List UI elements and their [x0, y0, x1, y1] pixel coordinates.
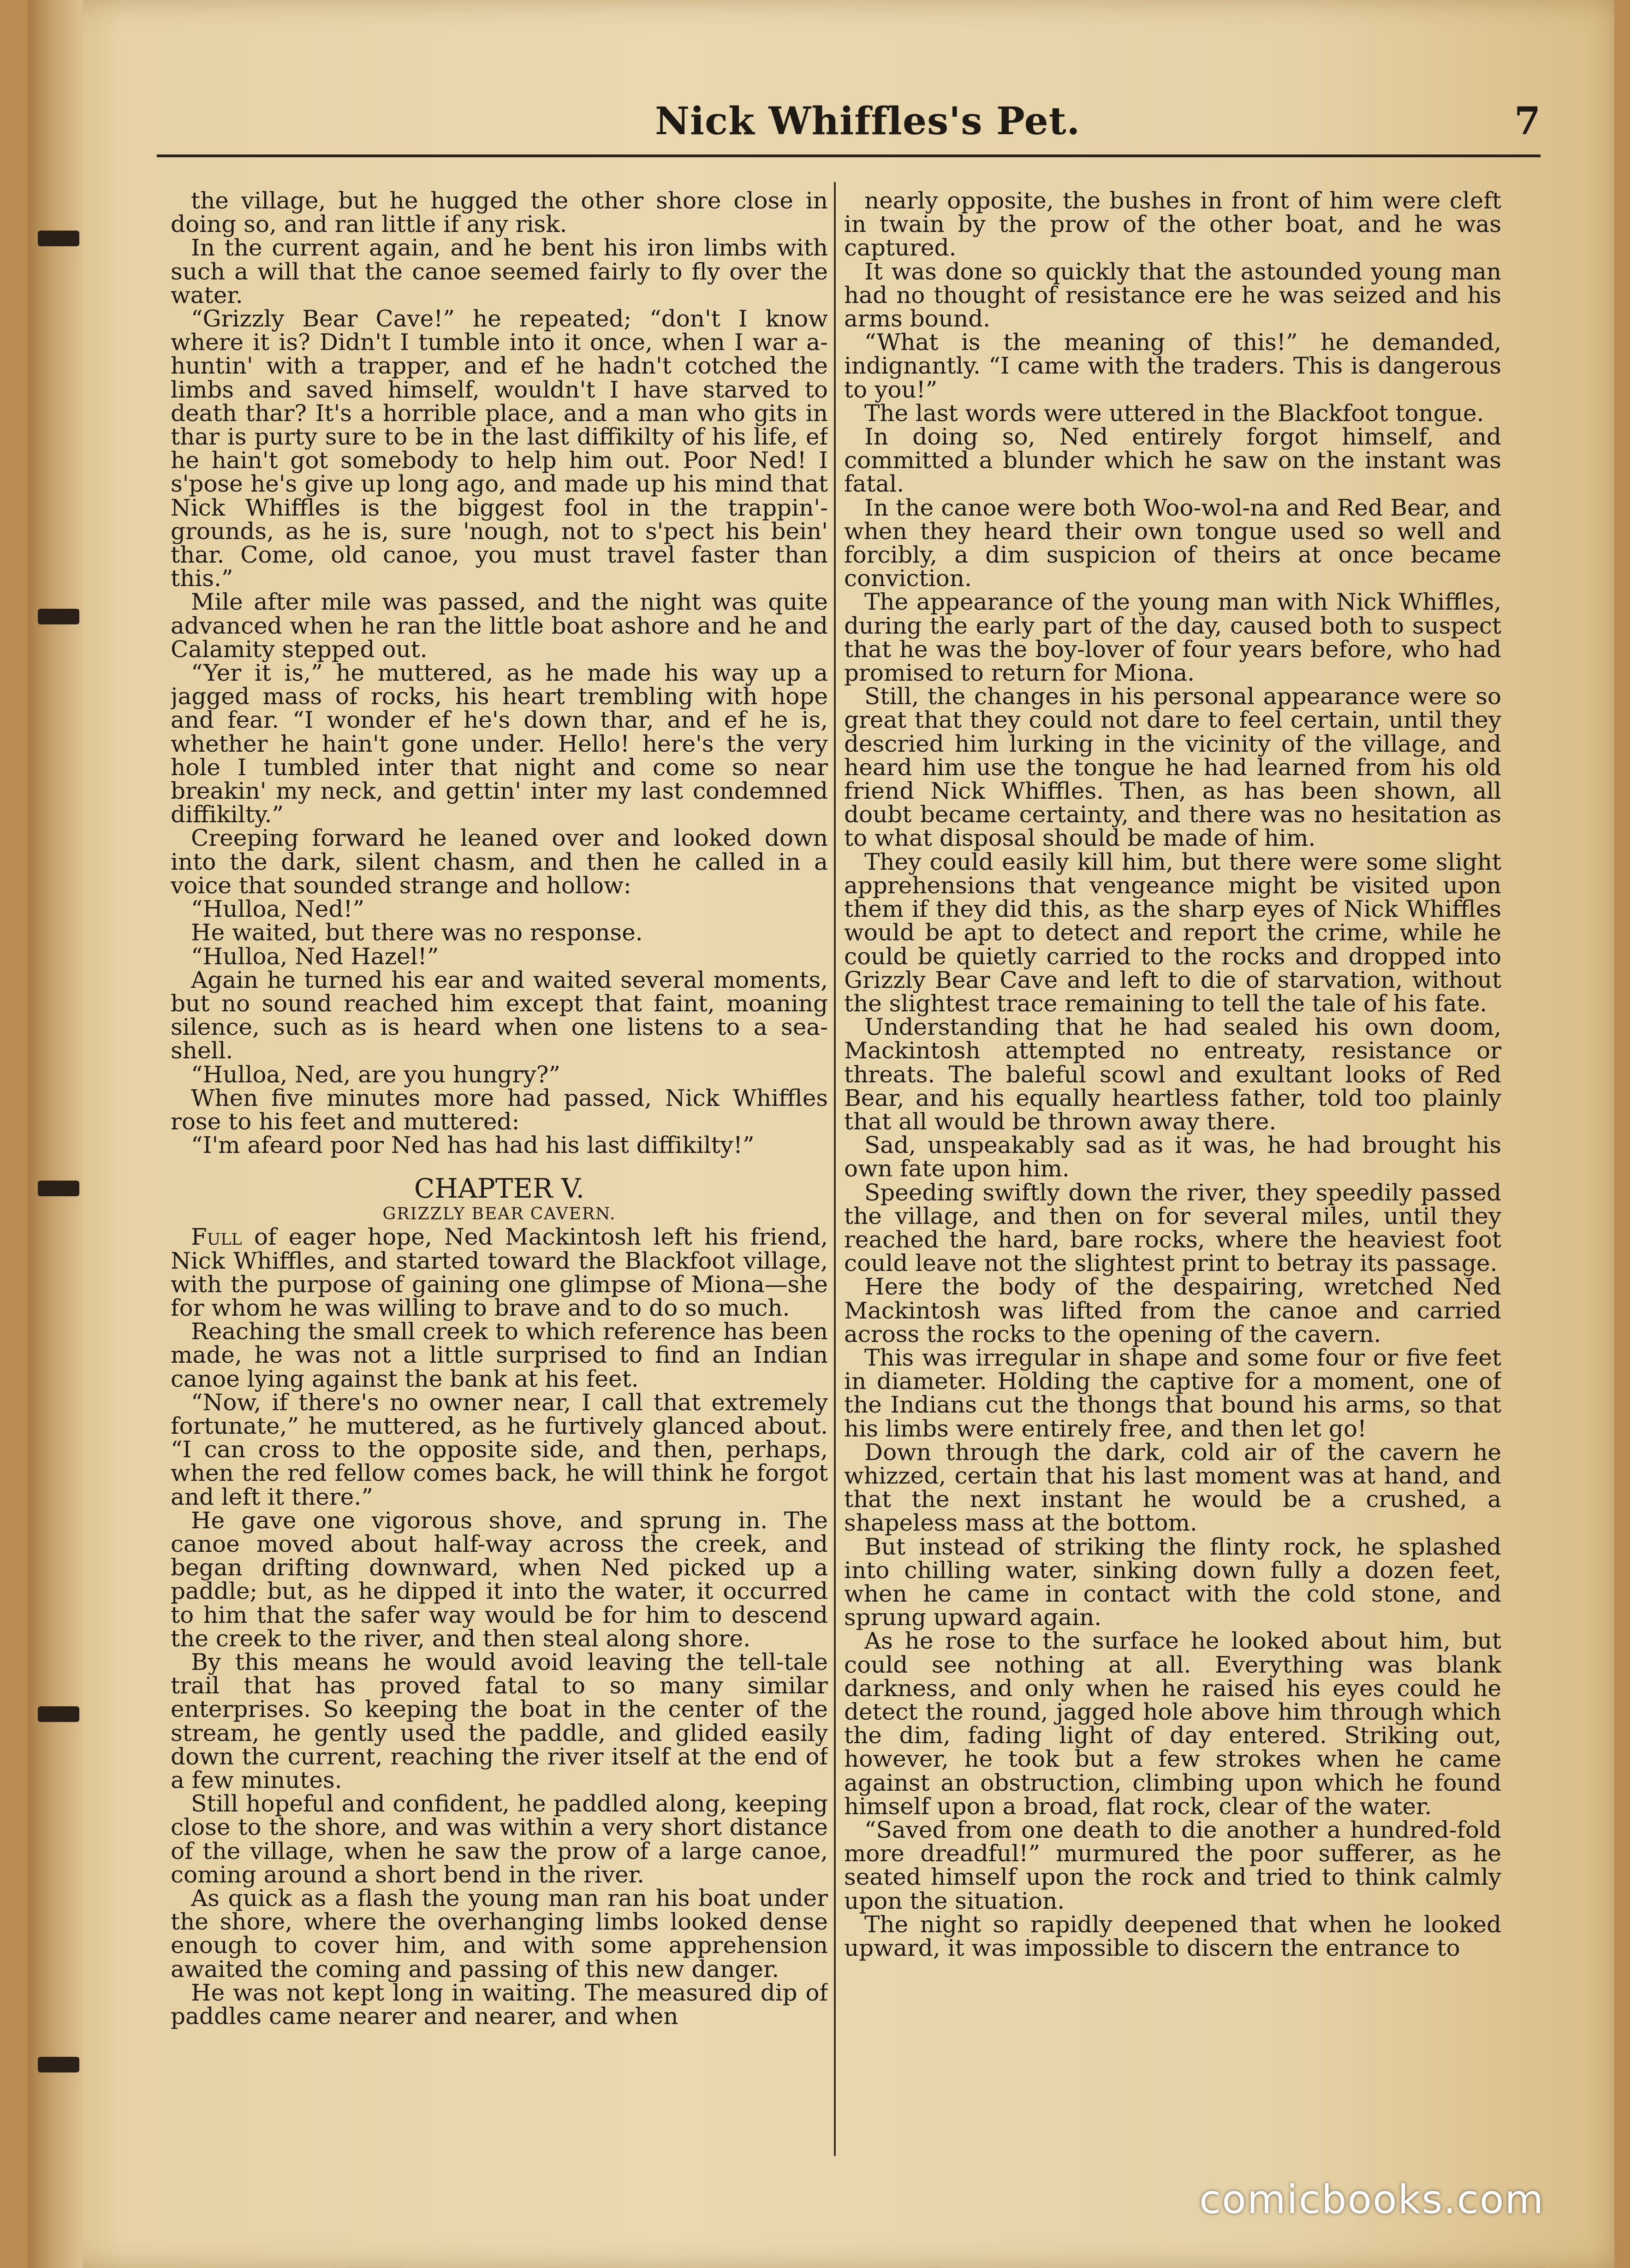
paragraph: “I'm afeard poor Ned has had his last diffikilty!”	[191, 1132, 755, 1159]
chapter-subtitle: GRIZZLY BEAR CAVERN.	[382, 1205, 616, 1224]
page-number: 7	[1514, 99, 1541, 143]
paragraph: In the current again, and he bent his iron limbs with such a will that the canoe seemed fairly to fly over the water.	[171, 234, 828, 309]
right-column-text	[844, 189, 1501, 1960]
column-divider	[834, 182, 836, 2156]
left-column-text	[171, 189, 828, 1157]
paragraph: In the canoe were both Woo-wol-na and Red Bear, and when they heard their own tongue used so well and forcibly, a dim suspicion of theirs at once became conviction.	[844, 494, 1501, 592]
paragraph: Creeping forward he leaned over and looked down into the dark, silent chasm, and then he called in a voice that sounded strange and hollow:	[171, 825, 828, 899]
running-header	[157, 99, 1541, 157]
paragraph: He gave one vigorous shove, and sprung in. The canoe moved about half-way across the creek, and began drifting downward, when Ned picked up a paddle; but, as he dipped it into the water, it occurred to him that the safer way would be for him to descend the creek to the river, and then steal along shore.	[171, 1507, 828, 1652]
paragraph: “Now, if there's no owner near, I call that extremely fortunate,” he muttered, as he furtively glanced about. “I can cross to the opposite side, and then, perhaps, when the red fellow comes back, he will think he forgot and left it there.”	[171, 1389, 828, 1510]
site-watermark: comicbooks.com	[1199, 2177, 1545, 2223]
paragraph: The last words were uttered in the Blackfoot tongue.	[864, 399, 1484, 427]
paragraph: As he rose to the surface he looked about him, but could see nothing at all. Everything was blank darkness, and only when he raised his eyes could he detect the round, jagged hole above him through which the dim, fading light of day entered. Striking out, however, he took but a few strokes when he came against an obstruction, climbing upon which he found himself upon a broad, flat rock, clear of the water.	[844, 1627, 1501, 1820]
binding-stitch	[38, 1706, 79, 1722]
paragraph: Still hopeful and confident, he paddled along, keeping close to the shore, and was within a very short distance of the village, when he saw the prow of a large canoe, coming around a short bend in the river.	[171, 1790, 828, 1888]
paragraph: They could easily kill him, but there were some slight apprehensions that vengeance might be visited upon them if they did this, as the sharp eyes of Nick Whiffles would be apt to detect and report the crime, while he could be quietly carried to the rocks and dropped into Grizzly Bear Cave and left to die of starvation, without the slightest trace remaining to tell the tale of his fate.	[844, 848, 1501, 1017]
page-title: Nick Whiffles's Pet.	[655, 99, 1081, 143]
paragraph: When five minutes more had passed, Nick Whiffles rose to his feet and muttered:	[171, 1084, 828, 1135]
binding-stitch	[38, 231, 79, 246]
paragraph: “Hulloa, Ned!”	[191, 896, 365, 923]
paragraph: the village, but he hugged the other shore close in doing so, and ran little if any risk.	[171, 189, 828, 238]
right-column	[844, 189, 1501, 2158]
paragraph: “Hulloa, Ned Hazel!”	[191, 943, 439, 970]
paragraph: The night so rapidly deepened that when he looked upward, it was impossible to discern the entrance to	[844, 1911, 1501, 1962]
chapter-heading: CHAPTER V.	[414, 1173, 585, 1205]
paragraph: Understanding that he had sealed his own doom, Mackintosh attempted no entreaty, resistance or threats. The baleful scowl and exultant looks of Red Bear, and his equally heartless father, told too plainly that all would be thrown away there.	[844, 1014, 1501, 1135]
paragraph: “What is the meaning of this!” he demanded, indignantly. “I came with the traders. This is dangerous to you!”	[844, 329, 1501, 403]
chapter-first-paragraph-text: of eager hope, Ned Mackintosh left his friend, Nick Whiffles, and started toward the Blackfoot village, with the purpose of gaining one glimpse of Miona—she for whom he was willing to brave and to do so much.	[171, 1223, 828, 1321]
left-column-text-continued	[171, 1320, 828, 2028]
binding-spine	[28, 0, 83, 2268]
paragraph: He waited, but there was no response.	[191, 919, 643, 946]
paragraph: As quick as a flash the young man ran his boat under the shore, where the overhanging limbs looked dense enough to cover him, and with some apprehension awaited the coming and passing of this new danger.	[171, 1885, 828, 1983]
paragraph: He was not kept long in waiting. The measured dip of paddles came nearer and nearer, and when	[171, 1979, 828, 2030]
paragraph: The appearance of the young man with Nick Whiffles, during the early part of the day, caused both to suspect that he was the boy-lover of four years before, who had promised to return for Miona.	[844, 588, 1501, 687]
paragraph: Again he turned his ear and waited several moments, but no sound reached him except that faint, moaning silence, such as is heard when one listens to a sea-shell.	[171, 966, 828, 1064]
paragraph: “Hulloa, Ned, are you hungry?”	[191, 1061, 560, 1088]
paragraph: “Grizzly Bear Cave!” he repeated; “don't I know where it is? Didn't I tumble into it once, when I war a-huntin' with a trapper, and ef he hadn't cotched the limbs and saved himself, wouldn't I have starved to death thar? It's a horrible place, and a man who gits in thar is purty sure to be in the last diffikilty of his life, ef he hain't got somebody to help him out. Poor Ned! I s'pose he's give up long ago, and made up his mind that Nick Whiffles is the biggest fool in the trappin'-grounds, as he is, sure 'nough, not to s'pect his bein' thar. Come, old canoe, you must travel faster than this.”	[171, 305, 828, 592]
paragraph: But instead of striking the flinty rock, he splashed into chilling water, sinking down fully a dozen feet, when he came in contact with the cold stone, and sprung upward again.	[844, 1533, 1501, 1631]
paragraph: In doing so, Ned entirely forgot himself, and committed a blunder which he saw on the instant was fatal.	[844, 423, 1501, 498]
paragraph: Down through the dark, cold air of the cavern he whizzed, certain that his last moment was at hand, and that the next instant he would be a crushed, a shapeless mass at the bottom.	[844, 1438, 1501, 1537]
paragraph: It was done so quickly that the astounded young man had no thought of resistance ere he was seized and his arms bound.	[844, 258, 1501, 332]
binding-stitch	[38, 609, 79, 624]
paragraph: Still, the changes in his personal appearance were so great that they could not dare to feel certain, until they descried him lurking in the vicinity of the village, and heard him use the tongue he had learned from his old friend Nick Whiffles. Then, as has been shown, all doubt became certainty, and there was no hesitation as to what disposal should be made of him.	[844, 683, 1501, 852]
paragraph: Mile after mile was passed, and the night was quite advanced when he ran the little boat ashore and he and Calamity stepped out.	[171, 588, 828, 663]
binding-stitch	[38, 2057, 79, 2072]
paragraph: Reaching the small creek to which reference has been made, he was not a little surprised to find an Indian canoe lying against the bank at his feet.	[171, 1318, 828, 1392]
left-column	[171, 189, 828, 2158]
paragraph: Here the body of the despairing, wretched Ned Mackintosh was lifted from the canoe and carried across the rocks to the opening of the cavern.	[844, 1273, 1501, 1348]
paragraph: nearly opposite, the bushes in front of him were cleft in twain by the prow of the other boat, and he was captured.	[844, 189, 1501, 261]
paragraph: “Yer it is,” he muttered, as he made his way up a jagged mass of rocks, his heart trembling with hope and fear. “I wonder ef he's down thar, and ef he is, whether he hain't gone under. Hello! here's the very hole I tumbled inter that night and come so near breakin' my neck, and gettin' inter my last condemned diffikilty.”	[171, 659, 828, 828]
binding-stitch	[38, 1181, 79, 1196]
chapter-initial-word: Full	[191, 1223, 242, 1251]
paragraph: Speeding swiftly down the river, they speedily passed the village, and then on for several miles, until they reached the hard, bare rocks, where the heaviest foot could leave not the slightest print to betray its passage.	[844, 1179, 1501, 1277]
paragraph: This was irregular in shape and some four or five feet in diameter. Holding the captive for a moment, one of the Indians cut the thongs that bound his arms, so that his limbs were entirely free, and then let go!	[844, 1344, 1501, 1442]
chapter-first-paragraph	[171, 1225, 828, 1320]
paragraph: “Saved from one death to die another a hundred-fold more dreadful!” murmured the poor sufferer, as he seated himself upon the rock and tried to think calmly upon the situation.	[844, 1817, 1501, 1914]
paragraph: By this means he would avoid leaving the tell-tale trail that has proved fatal to so many similar enterprises. So keeping the boat in the center of the stream, he gently used the paddle, and glided easily down the current, reaching the river itself at the end of a few minutes.	[171, 1648, 828, 1793]
paragraph: Sad, unspeakably sad as it was, he had brought his own fate upon him.	[844, 1132, 1501, 1182]
